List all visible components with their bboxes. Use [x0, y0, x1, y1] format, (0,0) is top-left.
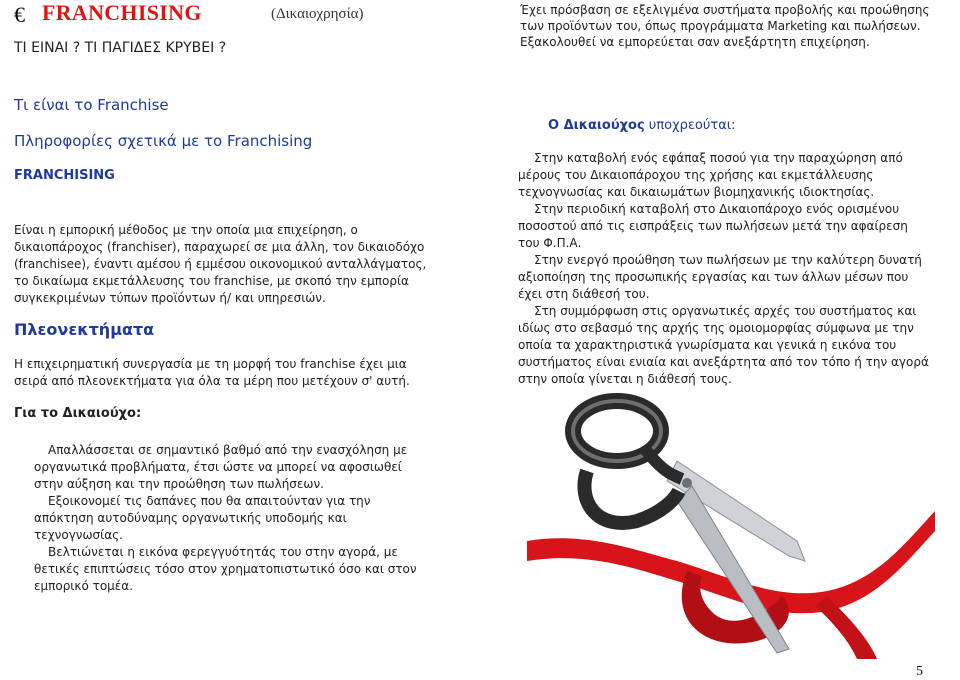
list-item: Στην περιοδική καταβολή στο Δικαιοπάροχο ενός ορισμένου ποσοστού από τις εισπράξεις των πωλήσεων μετά την αφαίρεση του Φ.Π.Α. [518, 202, 908, 250]
top-right-text [520, 2, 940, 50]
definition-paragraph: Είναι η εμπορική μέθοδος με την οποία μια επιχείρηση, ο δικαιοπάροχος (franchiser), παραχωρεί σε μια άλλη, τον δικαιοδόχο (franchisee), έναντι αμέσου ή εμμέσου οικονομικού ανταλλάγματος, το δικαίωμα εκμετάλλευσης του franchise, με σκοπό την εμπορία συγκεκριμένων τύπων προϊόντων ή/ και υπηρεσιών. [14, 223, 427, 305]
franchisee-benefits-list [34, 442, 424, 595]
list-item: Εξοικονομεί τις δαπάνες που θα απαιτούνταν για την απόκτηση αυτοδύναμης οργανωτικής υποδομής και τεχνογνωσίας. [34, 494, 371, 542]
list-item: Στην καταβολή ενός εφάπαξ ποσού για την παραχώρηση από μέρους του Δικαιοπάροχου της χρήσης και εκμετάλλευσης τεχνογνωσίας και δικαιωμάτων βιομηχανικής ιδιοκτησίας. [518, 151, 903, 199]
advantages-paragraph: Η επιχειρηματική συνεργασία με τη μορφή του franchise έχει μια σειρά από πλεονεκτήματα για όλα τα μέρη που μετέχουν σ' αυτή. [14, 357, 410, 388]
obligations-heading-name: Ο Δικαιούχος [548, 118, 645, 133]
advantages-heading: Πλεονεκτήματα [14, 320, 155, 339]
brand-subtitle: (Δικαιοχρησία) [271, 6, 364, 22]
list-item: Στη συμμόρφωση στις οργανωτικές αρχές του συστήματος και ιδίως στο σεβασμό της αρχής της ομοιομορφίας σύμφωνα με την οποία τα χαρακτηριστικά γνωρίσματα και γενικά η εικόνα του συστήματος είναι ενιαία και ανεξάρτητα από τον τόπο ή την αγορά στην οποία γίνεται η διάθεσή τους. [518, 304, 929, 386]
scissors-handle [584, 471, 679, 523]
obligations-heading-rest: υποχρεούται: [644, 118, 736, 133]
section-heading-franchising: FRANCHISING [14, 168, 115, 183]
list-item: Βελτιώνεται η εικόνα φερεγγυότητάς του στην αγορά, με θετικές επιπτώσεις τόσο στον χρηματοπιστωτικό όσο και στον εμπορικό τομέα. [34, 545, 417, 593]
obligations-heading [548, 118, 736, 133]
page-number: 5 [916, 664, 923, 679]
scissors-ribbon-photo [527, 391, 935, 659]
franchisee-heading: Για το Δικαιούχο: [14, 406, 142, 421]
paragraph: Έχει πρόσβαση σε εξελιγμένα συστήματα προβολής και προώθησης των προϊόντων του, όπως προγράμματα Marketing και πωλήσεων. [520, 3, 930, 33]
paragraph: Εξακολουθεί να εμπορεύεται σαν ανεξάρτητη επιχείρηση. [520, 35, 870, 49]
list-item: Απαλλάσσεται σε σημαντικό βαθμό από την ενασχόληση με οργανωτικά προβλήματα, έτσι ώστε να μπορεί να αφοσιωθεί στην αύξηση και την προώθηση των πωλήσεων. [34, 443, 408, 491]
obligations-list [518, 150, 930, 388]
euro-symbol: € [14, 2, 25, 27]
scissors-ribbon-illustration [527, 391, 935, 659]
section-heading-info: Πληροφορίες σχετικά με το Franchising [14, 132, 313, 150]
list-item: Στην ενεργό προώθηση των πωλήσεων με την καλύτερη δυνατή αξιοποίηση της προσωπικής εργασίας και των άλλων μέσων που έχει στη διάθεσή του. [518, 253, 922, 301]
section-heading-what-is: Τι είναι το Franchise [14, 96, 169, 114]
brand-title: FRANCHISING [42, 0, 202, 25]
document-subtitle: ΤΙ ΕΙΝΑΙ ? ΤΙ ΠΑΓΙΔΕΣ ΚΡΥΒΕΙ ? [14, 40, 227, 56]
scissors-pivot [682, 478, 692, 488]
